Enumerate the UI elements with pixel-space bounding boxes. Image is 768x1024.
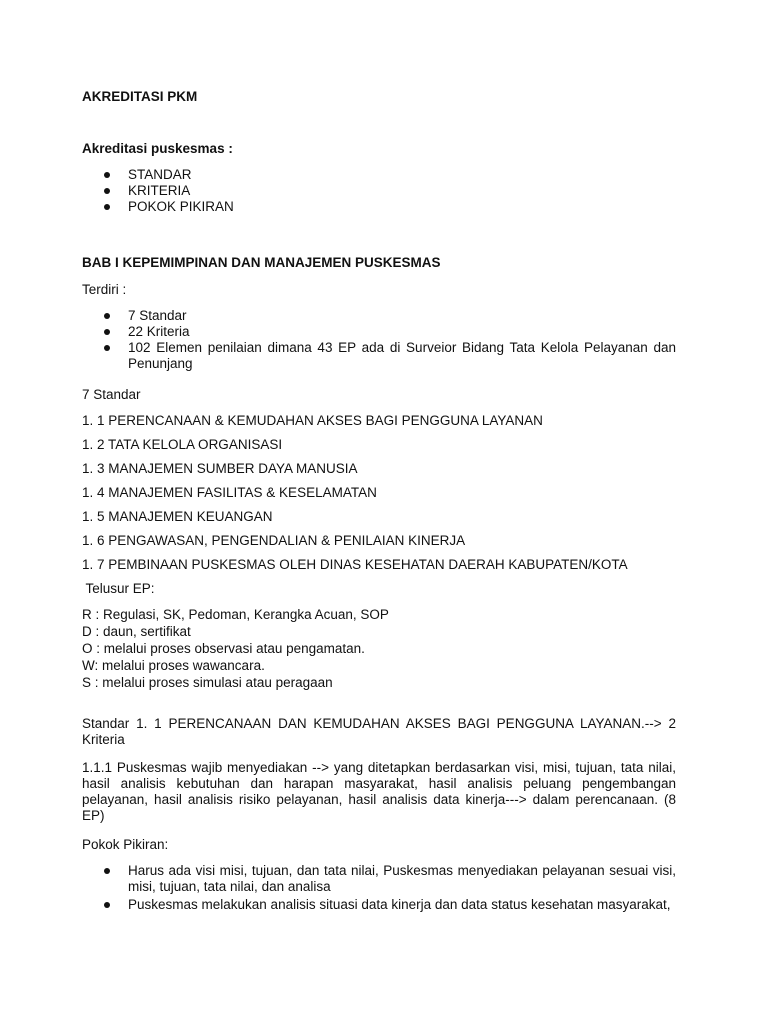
standar-item: 1. 3 MANAJEMEN SUMBER DAYA MANUSIA	[82, 461, 358, 476]
standar-item: 1. 4 MANAJEMEN FASILITAS & KESELAMATAN	[82, 485, 377, 500]
list-item: Puskesmas melakukan analisis situasi data kinerja dan data status kesehatan masyarakat,	[82, 897, 676, 913]
telusur-item: R : Regulasi, SK, Pedoman, Kerangka Acuan, SOP	[82, 607, 389, 622]
terdiri-list	[82, 308, 676, 372]
standar-item: 1. 2 TATA KELOLA ORGANISASI	[82, 437, 283, 452]
list-item: KRITERIA	[82, 183, 676, 199]
list-item: Harus ada visi misi, tujuan, dan tata nilai, Puskesmas menyediakan pelayanan sesuai visi, misi, tujuan, tata nilai, dan analisa	[82, 863, 676, 895]
standar-item: 1. 5 MANAJEMEN KEUANGAN	[82, 509, 273, 524]
pokok-list	[82, 863, 676, 913]
telusur-item: S : melalui proses simulasi atau peragaan	[82, 675, 333, 690]
bullet-icon	[104, 313, 110, 319]
bab-heading: BAB I KEPEMIMPINAN DAN MANAJEMEN PUSKESMAS	[82, 255, 441, 270]
telusur-item: O : melalui proses observasi atau pengamatan.	[82, 641, 365, 656]
bullet-icon	[104, 172, 110, 178]
bullet-icon	[104, 345, 110, 351]
akreditasi-list	[82, 167, 676, 215]
list-item: POKOK PIKIRAN	[82, 199, 676, 215]
telusur-label: Telusur EP:	[82, 581, 155, 596]
standar-item: 1. 6 PENGAWASAN, PENGENDALIAN & PENILAIAN KINERJA	[82, 533, 466, 548]
kriteria-paragraph: 1.1.1 Puskesmas wajib menyediakan --> yang ditetapkan berdasarkan visi, misi, tujuan, tata nilai, hasil analisis kebutuhan dan harapan masyarakat, hasil analisis peluang pengembangan pelayanan, hasil analisis risiko pelayanan, hasil analisis data kinerja---> dalam perencanaan. (8 EP)	[82, 760, 676, 823]
standar-label: 7 Standar	[82, 387, 141, 402]
pokok-label: Pokok Pikiran:	[82, 837, 169, 852]
bullet-icon	[104, 868, 110, 874]
list-item: 102 Elemen penilaian dimana 43 EP ada di Surveior Bidang Tata Kelola Pelayanan dan Penunjang	[82, 340, 676, 372]
standar-item: 1. 7 PEMBINAAN PUSKESMAS OLEH DINAS KESEHATAN DAERAH KABUPATEN/KOTA	[82, 557, 628, 572]
telusur-item: D : daun, sertifikat	[82, 624, 191, 639]
list-item: 22 Kriteria	[82, 324, 676, 340]
list-item: 7 Standar	[82, 308, 676, 324]
bullet-icon	[104, 329, 110, 335]
list-item: STANDAR	[82, 167, 676, 183]
bullet-icon	[104, 902, 110, 908]
terdiri-label: Terdiri :	[82, 282, 127, 297]
standar-detail: Standar 1. 1 PERENCANAAN DAN KEMUDAHAN AKSES BAGI PENGGUNA LAYANAN.--> 2 Kriteria	[82, 716, 676, 747]
akreditasi-heading: Akreditasi puskesmas :	[82, 141, 233, 156]
bullet-icon	[104, 204, 110, 210]
telusur-item: W: melalui proses wawancara.	[82, 658, 265, 673]
document-title: AKREDITASI PKM	[82, 89, 198, 104]
bullet-icon	[104, 188, 110, 194]
standar-item: 1. 1 PERENCANAAN & KEMUDAHAN AKSES BAGI PENGGUNA LAYANAN	[82, 413, 543, 428]
